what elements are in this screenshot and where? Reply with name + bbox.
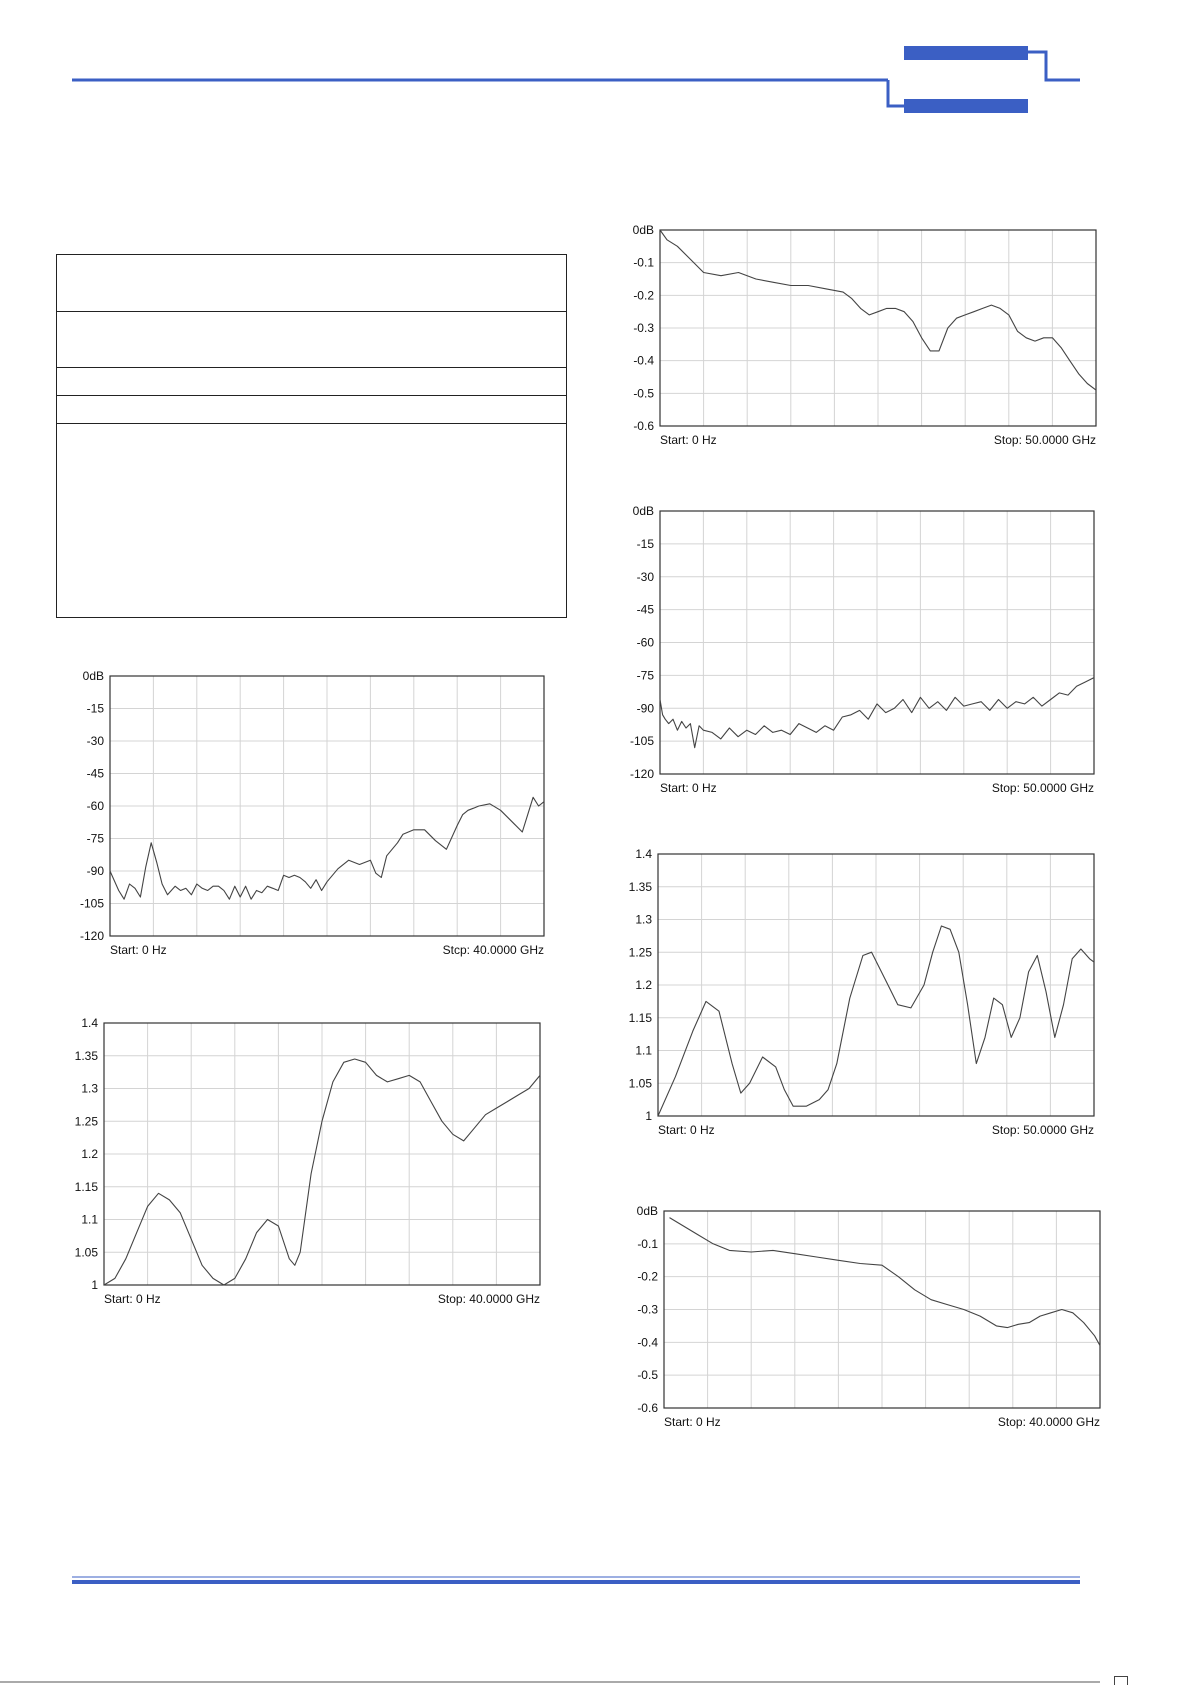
- y-tick-label: 1.35: [74, 1048, 98, 1063]
- y-tick-label: -90: [86, 864, 104, 878]
- stop-frequency-label: Stop: 50.0000 GHz: [991, 1123, 1094, 1137]
- start-frequency-label: Start: 0 Hz: [660, 433, 717, 447]
- y-tick-label: 0dB: [632, 504, 654, 518]
- y-tick-label: 0dB: [82, 669, 104, 683]
- y-tick-label: -105: [629, 734, 654, 749]
- y-tick-label: -60: [636, 635, 654, 650]
- y-tick-label: 1.25: [628, 945, 652, 960]
- y-tick-label: 1.4: [635, 847, 652, 861]
- spec-table: [56, 254, 567, 618]
- spec-row-2: [57, 311, 566, 368]
- spec-row-3: [57, 367, 566, 396]
- y-tick-label: -105: [79, 896, 104, 911]
- y-tick-label: 1.4: [81, 1016, 98, 1030]
- y-tick-label: -0.5: [637, 1368, 658, 1383]
- y-tick-label: -15: [636, 536, 654, 551]
- y-tick-label: -15: [86, 701, 104, 716]
- chart-isolation-40ghz: [66, 666, 566, 966]
- y-tick-label: -90: [636, 701, 654, 716]
- y-tick-label: 0dB: [632, 223, 654, 237]
- header-upper-bar: [904, 46, 1028, 60]
- y-tick-label: -0.4: [637, 1335, 658, 1350]
- y-tick-label: -0.3: [633, 321, 654, 335]
- start-frequency-label: Start: 0 Hz: [658, 1123, 715, 1137]
- y-tick-label: 1.3: [635, 912, 652, 927]
- y-tick-label: -0.1: [633, 255, 654, 270]
- y-tick-label: -0.6: [637, 1401, 658, 1415]
- stop-frequency-label: Stop: 40.0000 GHz: [437, 1292, 540, 1306]
- y-tick-label: -0.5: [633, 386, 654, 401]
- y-tick-label: -0.2: [637, 1269, 658, 1284]
- chart-isolation-50ghz: [618, 505, 1148, 805]
- start-frequency-label: Start: 0 Hz: [664, 1415, 721, 1429]
- y-tick-label: 1.35: [628, 879, 652, 894]
- y-tick-label: -0.2: [633, 288, 654, 303]
- chart-insertion-loss-50ghz: [618, 216, 1148, 456]
- stop-frequency-label: Stop: 50.0000 GHz: [991, 781, 1094, 795]
- y-tick-label: 1.2: [635, 978, 652, 992]
- y-tick-label: 1.1: [81, 1212, 98, 1227]
- y-tick-label: -120: [629, 767, 654, 781]
- y-tick-label: 1.05: [628, 1076, 652, 1091]
- spec-row-4: [57, 395, 566, 424]
- y-tick-label: 1.15: [628, 1010, 652, 1025]
- y-tick-label: -75: [86, 831, 104, 846]
- stop-frequency-label: Stop: 50.0000 GHz: [993, 433, 1096, 447]
- y-tick-label: 1.1: [635, 1043, 652, 1058]
- spec-row-1: [57, 255, 566, 312]
- y-tick-label: -45: [636, 602, 654, 617]
- header-step-connector: [888, 80, 906, 106]
- header-right-connector: [1028, 52, 1080, 80]
- y-tick-label: 1.25: [74, 1114, 98, 1129]
- y-tick-label: -0.4: [633, 353, 654, 368]
- y-tick-label: -45: [86, 766, 104, 781]
- y-tick-label: -30: [636, 569, 654, 584]
- chart-vswr-40ghz: [66, 1013, 566, 1313]
- y-tick-label: 0dB: [636, 1204, 658, 1218]
- y-tick-label: -120: [79, 929, 104, 943]
- stop-frequency-label: Stcp: 40.0000 GHz: [442, 943, 544, 957]
- y-tick-label: -0.3: [637, 1302, 658, 1317]
- start-frequency-label: Start: 0 Hz: [660, 781, 717, 795]
- chart-insertion-loss-40ghz: [618, 1203, 1148, 1443]
- y-tick-label: -0.1: [637, 1236, 658, 1251]
- stop-frequency-label: Stop: 40.0000 GHz: [997, 1415, 1100, 1429]
- y-tick-label: 1.3: [81, 1081, 98, 1096]
- y-tick-label: -75: [636, 668, 654, 683]
- y-tick-label: -0.6: [633, 419, 654, 433]
- y-tick-label: 1.15: [74, 1179, 98, 1194]
- y-tick-label: 1.2: [81, 1147, 98, 1161]
- y-tick-label: -30: [86, 734, 104, 748]
- y-tick-label: 1.05: [74, 1245, 98, 1260]
- chart-vswr-50ghz: [618, 848, 1148, 1148]
- series-trace: [670, 1218, 1101, 1346]
- start-frequency-label: Start: 0 Hz: [110, 943, 167, 957]
- y-tick-label: 1: [91, 1278, 98, 1292]
- page-number-mark: [1114, 1676, 1128, 1685]
- y-tick-label: 1: [645, 1109, 652, 1123]
- y-tick-label: -60: [86, 799, 104, 813]
- start-frequency-label: Start: 0 Hz: [104, 1292, 161, 1306]
- header-lower-bar: [904, 99, 1028, 113]
